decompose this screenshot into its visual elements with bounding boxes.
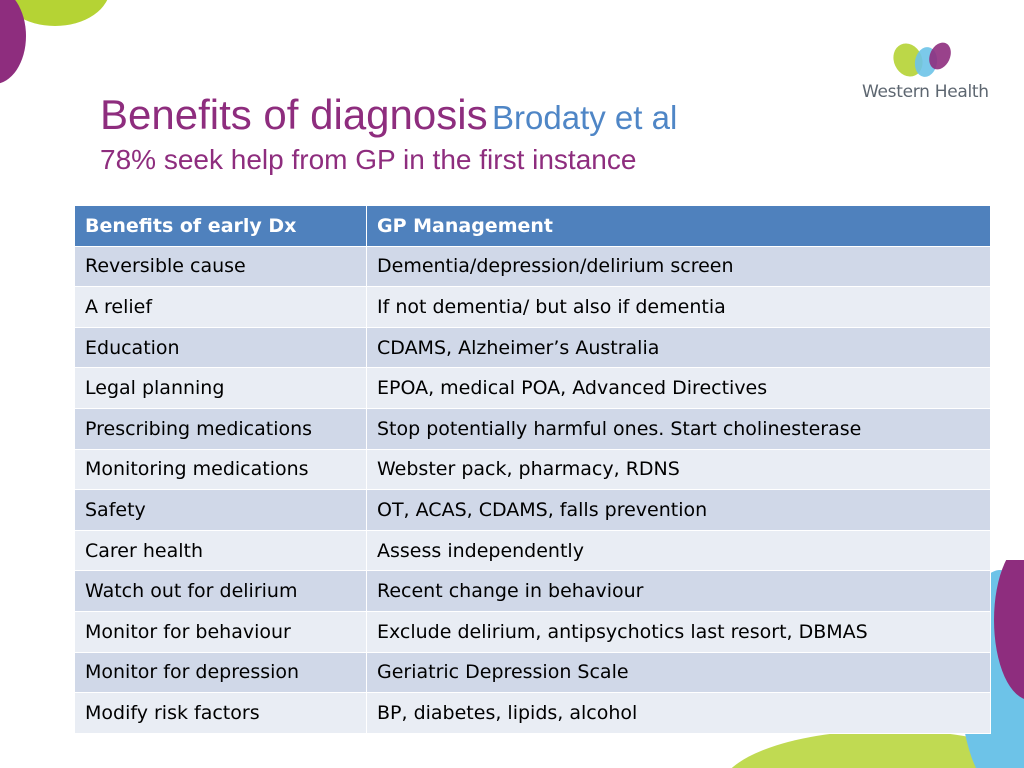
table-row [75, 449, 991, 490]
top-left-decoration [0, 0, 110, 90]
management-cell: BP, diabetes, lipids, alcohol [367, 693, 991, 734]
table-header-row [75, 206, 991, 247]
management-cell: Assess independently [367, 530, 991, 571]
management-cell: Dementia/depression/delirium screen [367, 246, 991, 287]
management-cell: CDAMS, Alzheimer’s Australia [367, 327, 991, 368]
management-cell: EPOA, medical POA, Advanced Directives [367, 368, 991, 409]
benefit-cell: Monitor for behaviour [75, 611, 367, 652]
management-cell: Exclude delirium, antipsychotics last resort, DBMAS [367, 611, 991, 652]
management-cell: Geriatric Depression Scale [367, 652, 991, 693]
table-row [75, 571, 991, 612]
benefit-cell: Watch out for delirium [75, 571, 367, 612]
table-row [75, 368, 991, 409]
table-row [75, 408, 991, 449]
management-cell: Recent change in behaviour [367, 571, 991, 612]
header-gp-management: GP Management [367, 206, 991, 247]
benefit-cell: Carer health [75, 530, 367, 571]
butterfly-logo-icon [890, 40, 960, 80]
title-line [100, 92, 860, 138]
management-cell: Stop potentially harmful ones. Start cholinesterase [367, 408, 991, 449]
management-cell: OT, ACAS, CDAMS, falls prevention [367, 490, 991, 531]
slide-subtitle: 78% seek help from GP in the first instance [100, 144, 637, 176]
benefit-cell: Education [75, 327, 367, 368]
management-cell: If not dementia/ but also if dementia [367, 287, 991, 328]
table-row [75, 327, 991, 368]
logo-text: Western Health [862, 82, 989, 102]
benefit-cell: Monitor for depression [75, 652, 367, 693]
table-row [75, 652, 991, 693]
table-row [75, 246, 991, 287]
table-row [75, 693, 991, 734]
table-row [75, 490, 991, 531]
title-block [100, 92, 860, 176]
management-cell: Webster pack, pharmacy, RDNS [367, 449, 991, 490]
benefit-cell: Prescribing medications [75, 408, 367, 449]
benefit-cell: Monitoring medications [75, 449, 367, 490]
benefit-cell: Legal planning [75, 368, 367, 409]
table-row [75, 611, 991, 652]
table-row [75, 530, 991, 571]
benefit-cell: Modify risk factors [75, 693, 367, 734]
benefit-cell: Reversible cause [75, 246, 367, 287]
slide-title: Benefits of diagnosis [100, 91, 488, 138]
benefits-table [74, 205, 991, 734]
slide-title-citation: Brodaty et al [492, 99, 678, 136]
header-benefits: Benefits of early Dx [75, 206, 367, 247]
western-health-logo [862, 40, 987, 104]
benefit-cell: Safety [75, 490, 367, 531]
benefit-cell: A relief [75, 287, 367, 328]
table-row [75, 287, 991, 328]
